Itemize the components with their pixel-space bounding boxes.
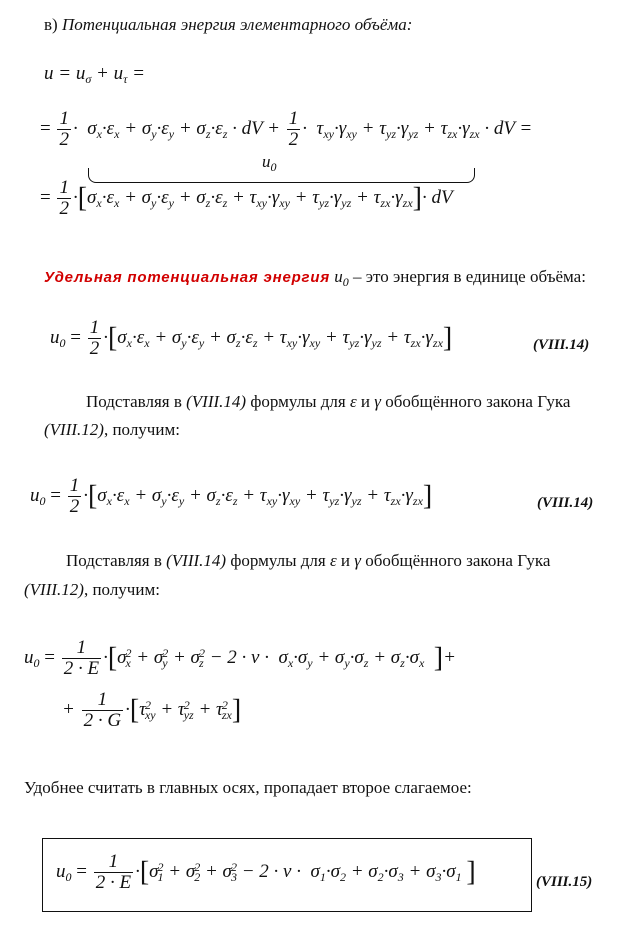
definition-line: Удельная потенциальная энергия $u_0$ – это энергия в единице объёма:	[44, 267, 586, 289]
equation-hooke-line-2: + $\frac{1}{2 \cdot G}$ ·[τ 2 xy + τ 2 yz + τ 2 zx ]	[62, 689, 242, 731]
paragraph-line-2: (VIII.12), получим:	[44, 420, 180, 439]
equation-principal: $u_0$ = $\frac{1}{2 \cdot E}$ ·[σ 2 1 + σ 2 2 + σ 2 3 − $2 \cdot \nu \cdot \sigma_1\cdot\sigma_2 + \sigma_2\cdot\sigma_3 + \sigma_3\cdot\sigma_1$ ]	[56, 851, 476, 893]
equation-total-energy: $u = u_\sigma + u_\tau$ =	[44, 63, 145, 86]
equation-u0-second: $u_0$ = $\frac{1}{2}$ $\cdot[\sigma_x\cdot\varepsilon_x + \sigma_y\cdot\varepsilon_y + \sigma_z\cdot\varepsilon_z + \tau_{xy}\cdot\gamma_{xy} + \tau_{yz}\cdot\gamma_{yz} + \tau_{zx}\cdot\gamma_{zx}]$	[30, 475, 433, 517]
paragraph-principal-axes: Удобнее считать в главных осях, пропадает второе слагаемое:	[24, 778, 472, 797]
paragraph-line-4: (VIII.12), получим:	[24, 580, 160, 599]
equation-hooke-line-1: $u_0$ = $\frac{1}{2 \cdot E}$ ·[σ 2 x + σ 2 y + σ 2 z − $2 \cdot \nu \cdot \sigma_x\cdot\sigma_y + \sigma_y\cdot\sigma_z + \sigma_z\cdot\sigma_x$ ]+	[24, 637, 456, 679]
equation-label: (VIII.14)	[537, 495, 594, 511]
equation-combined: = $\frac{1}{2}$ $\cdot[\sigma_x\cdot\varepsilon_x + \sigma_y\cdot\varepsilon_y + \sigma_z\cdot\varepsilon_z + \tau_{xy}\cdot\gamma_{xy} + \tau_{yz}\cdot\gamma_{yz} + \tau_{zx}\cdot\gamma_{zx}]\cdot$ dV	[40, 177, 453, 219]
equation-u0-first: $u_0$ = $\frac{1}{2}$ $\cdot[\sigma_x\cdot\varepsilon_x + \sigma_y\cdot\varepsilon_y + \sigma_z\cdot\varepsilon_z + \tau_{xy}\cdot\gamma_{xy} + \tau_{yz}\cdot\gamma_{yz} + \tau_{zx}\cdot\gamma_{zx}]$	[50, 317, 453, 359]
equation-label: (VIII.14)	[533, 337, 590, 353]
underbrace-label: $u_0$	[262, 152, 277, 174]
section-heading: в) Потенциальная энергия элементарного объёма:	[44, 15, 413, 34]
equation-label: (VIII.15)	[536, 874, 593, 890]
equation-expanded: = $\frac{1}{2}$ · $\sigma_x\cdot\varepsilon_x + \sigma_y\cdot\varepsilon_y + \sigma_z\cdot\varepsilon_z$ · dV + $\frac{1}{2}$ · $\tau_{xy}\cdot\gamma_{xy} + \tau_{yz}\cdot\gamma_{yz} + \tau_{zx}\cdot\gamma_{zx}$ · dV =	[40, 108, 533, 150]
paragraph-line-3: Подставляя в (VIII.14) формулы для ε и γ обобщённого закона Гука	[66, 551, 551, 570]
paragraph-line-1: Подставляя в (VIII.14) формулы для ε и γ обобщённого закона Гука	[86, 392, 571, 411]
highlighted-term: Удельная потенциальная энергия	[44, 269, 330, 286]
